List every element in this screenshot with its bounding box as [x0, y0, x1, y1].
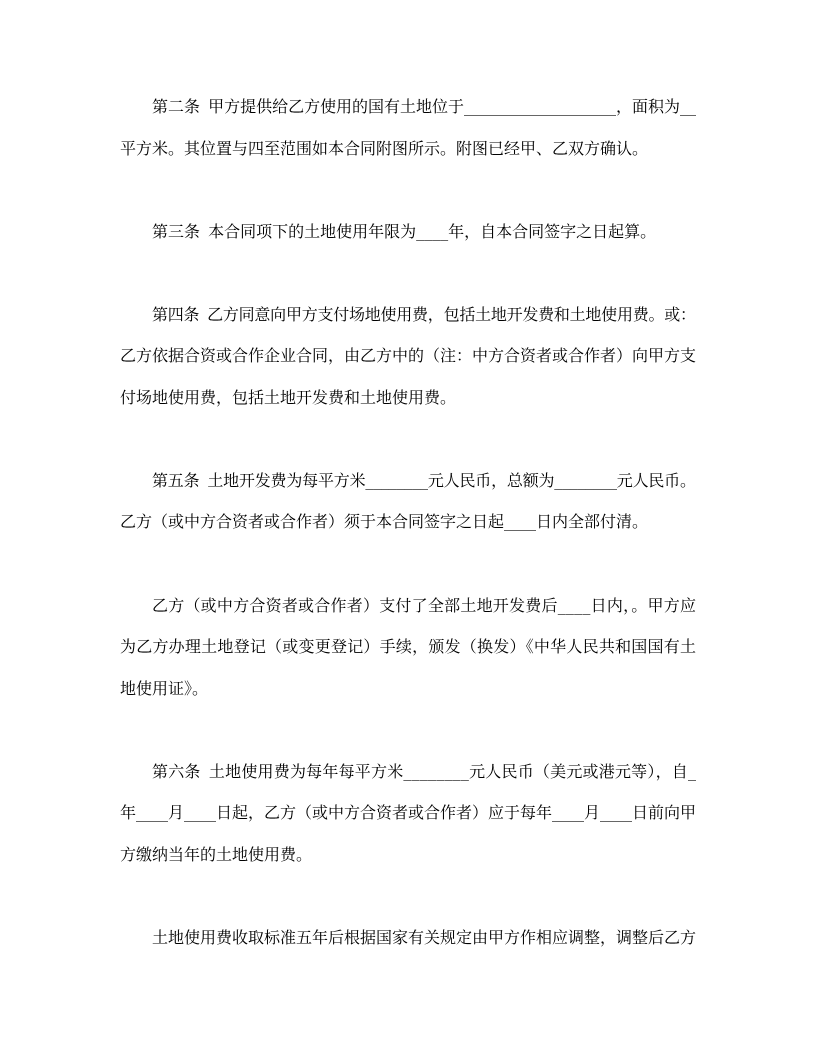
line-text: 第六条 土地使用费为每年每平方米________元人民币（美元或港元等），自_ [152, 761, 697, 781]
line-text: 地使用证》。 [120, 678, 209, 698]
text-line [120, 834, 696, 876]
line-text: 第二条 甲方提供给乙方使用的国有土地位于___________________，面积为__ [152, 97, 696, 116]
text-line [120, 460, 696, 502]
text-line [120, 501, 696, 543]
line-text: 平方米。其位置与四至范围如本合同附图所示。附图已经甲、乙双方确认。 [120, 138, 649, 158]
line-text: 为乙方办理土地登记（或变更登记）手续，颁发（换发）《中华人民共和国国有土 [120, 637, 697, 657]
text-line [120, 128, 696, 170]
clause-5-paragraph [120, 460, 696, 543]
text-line [120, 335, 696, 377]
line-text: 乙方（或中方合资者或合作者）支付了全部土地开发费后____日内，。甲方应 [152, 595, 697, 615]
line-text: 乙方（或中方合资者或合作者）须于本合同签字之日起____日内全部付清。 [120, 512, 649, 532]
text-line [120, 917, 696, 959]
document-body [120, 86, 696, 1000]
clause-6-paragraph [120, 751, 696, 876]
text-line [120, 792, 696, 834]
clause-3-paragraph [120, 211, 696, 253]
clause-6-adjustment-paragraph [120, 917, 696, 959]
clause-5-registration-paragraph [120, 585, 696, 710]
line-text: 方缴纳当年的土地使用费。 [120, 844, 313, 864]
line-text: 第三条 本合同项下的土地使用年限为____年，自本合同签字之日起算。 [152, 221, 657, 241]
text-line [120, 626, 696, 668]
text-line [120, 377, 696, 419]
text-line [120, 86, 696, 128]
text-line [120, 751, 696, 793]
text-line [120, 294, 696, 336]
line-text: 第五条 土地开发费为每平方米________元人民币，总额为________元人民币。 [152, 470, 696, 490]
clause-4-paragraph [120, 294, 696, 419]
text-line [120, 211, 696, 253]
text-line [120, 668, 696, 710]
line-text: 年____月____日起，乙方（或中方合资者或合作者）应于每年____月____日前向甲 [120, 803, 696, 823]
clause-2-paragraph [120, 86, 696, 169]
line-text: 付场地使用费，包括土地开发费和土地使用费。 [120, 387, 457, 407]
line-text: 乙方依据合资或合作企业合同，由乙方中的（注：中方合资者或合作者）向甲方支 [120, 346, 696, 366]
text-line [120, 585, 696, 627]
line-text: 第四条 乙方同意向甲方支付场地使用费，包括土地开发费和土地使用费。或： [152, 304, 696, 324]
line-text: 土地使用费收取标准五年后根据国家有关规定由甲方作相应调整，调整后乙方 [152, 927, 696, 947]
